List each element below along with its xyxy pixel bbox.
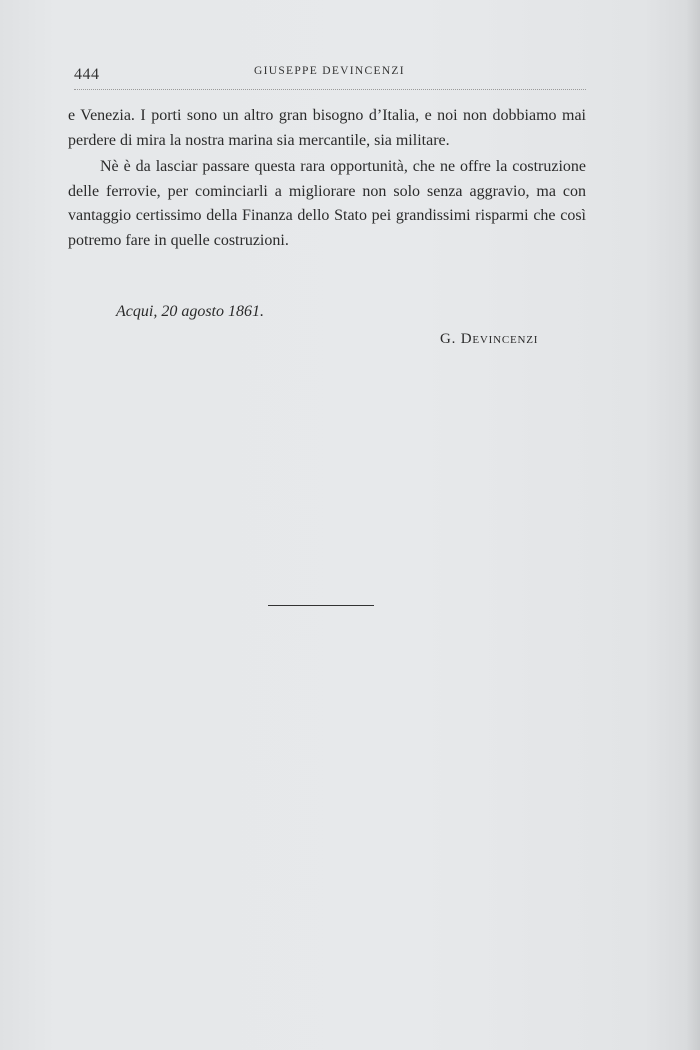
page-edge-shadow <box>686 0 700 1050</box>
header-dotted-rule <box>74 89 586 90</box>
signature-name: G. Devincenzi <box>440 331 539 347</box>
paragraph-ferrovie: Nè è da lasciar passare questa rara opportunità, che ne offre la costruzione delle ferrovie, per cominciarli a migliorare non solo senza aggravio, ma con vantaggio certissimo della Finanza dello Stato pei grandissimi risparmi che così potremo fare in quelle costruzioni. <box>68 158 586 249</box>
signature <box>440 331 538 348</box>
page-number: 444 <box>74 66 100 83</box>
running-header <box>74 60 586 92</box>
body-text <box>68 104 586 253</box>
dateline: Acqui, 20 agosto 1861. <box>116 303 264 320</box>
end-rule <box>268 605 374 606</box>
paragraph-continuation: e Venezia. I porti sono un altro gran bisogno d’Italia, e noi non dobbiamo mai perdere di mira la nostra marina sia mercantile, sia militare. <box>68 107 586 149</box>
running-title: GIUSEPPE DEVINCENZI <box>254 65 405 77</box>
